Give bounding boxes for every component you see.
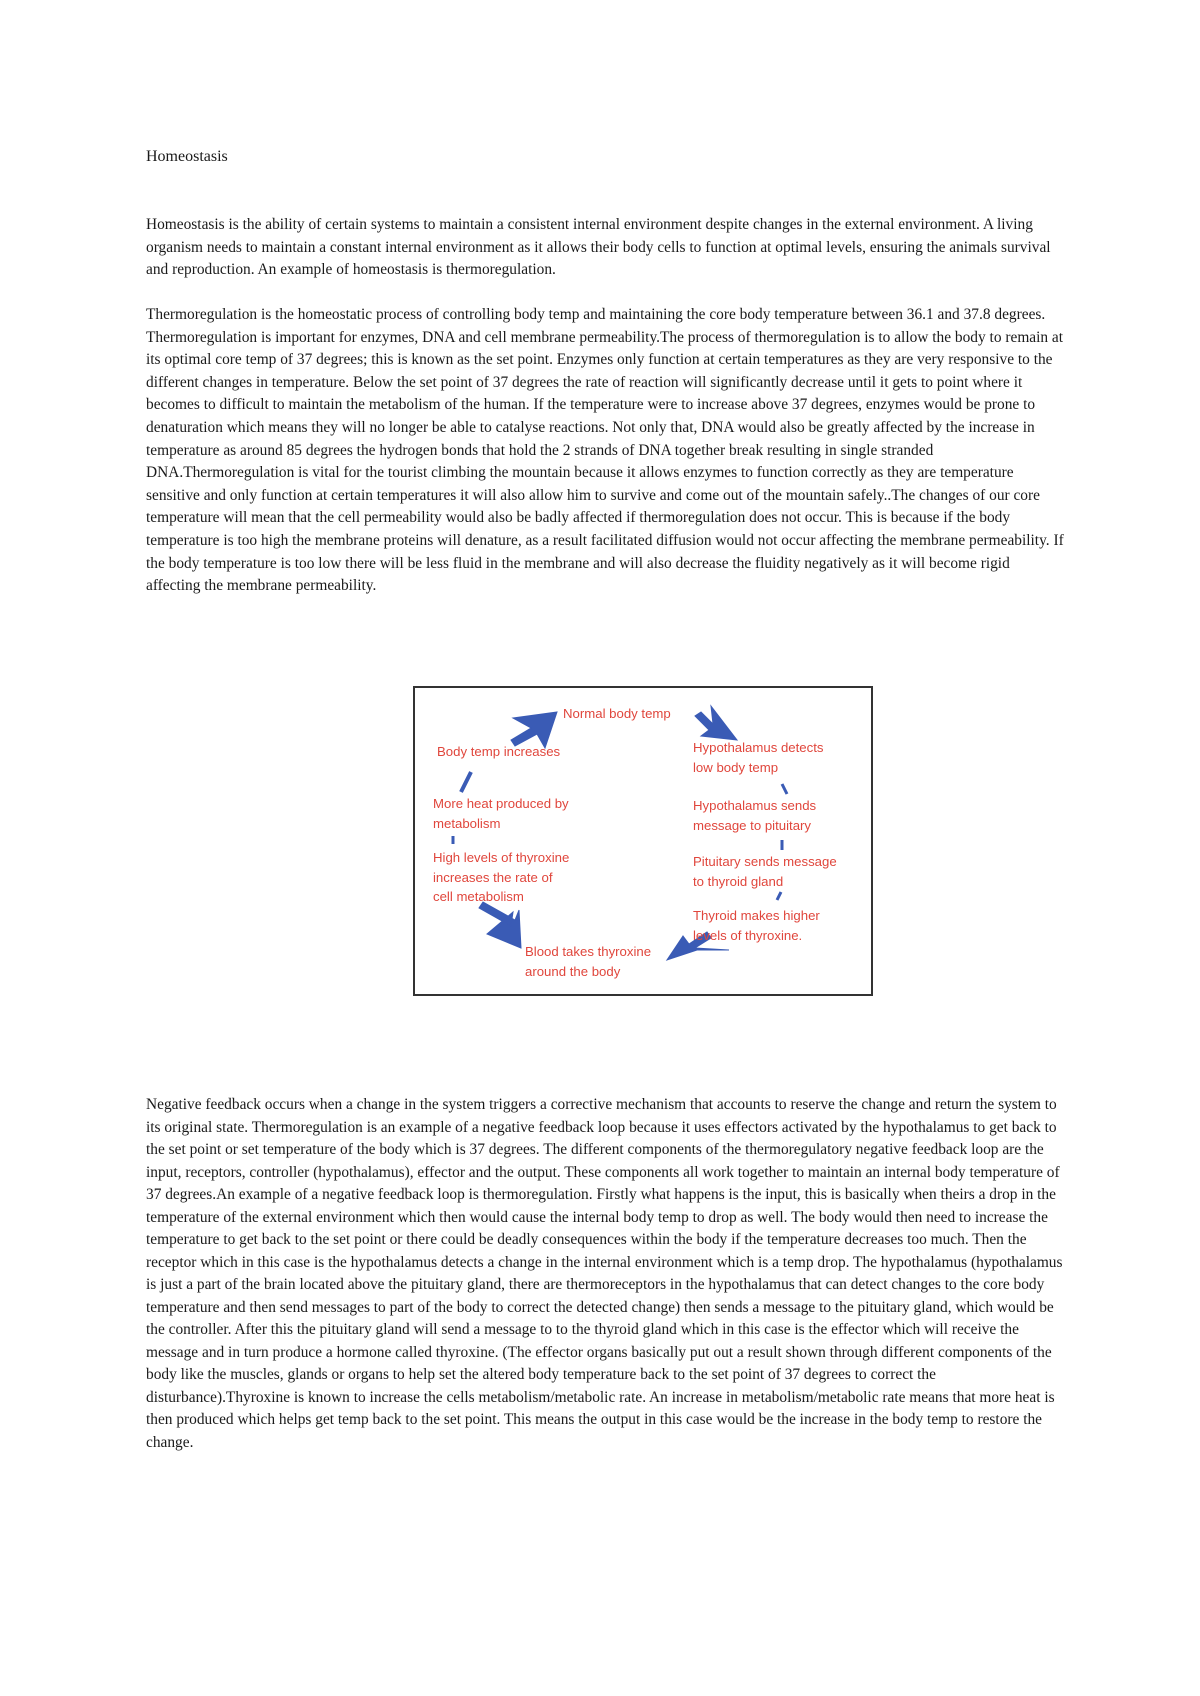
arrow-detects-to-sends — [782, 784, 787, 794]
negative-feedback-diagram — [413, 686, 873, 996]
label-line: low body temp — [693, 759, 779, 775]
label-line: around the body — [525, 963, 621, 979]
label-hypothalamus-sends — [693, 796, 816, 835]
label-line: metabolism — [433, 815, 501, 831]
label-line: Blood takes thyroxine — [525, 944, 652, 959]
label-normal-body-temp: Normal body temp — [563, 706, 671, 721]
label-line: cell metabolism — [433, 889, 524, 904]
arrow-blood-to-high — [479, 902, 521, 948]
label-line: Pituitary sends message — [693, 854, 837, 869]
document-title: Homeostasis — [146, 148, 228, 165]
label-more-heat — [433, 794, 569, 833]
label-line: message to pituitary — [693, 817, 812, 833]
label-line: Thyroid makes higher — [693, 908, 820, 923]
label-line: More heat produced by — [433, 796, 569, 811]
label-body-temp-increases: Body temp increases — [437, 744, 561, 759]
label-pituitary-sends — [693, 852, 837, 891]
label-line: Hypothalamus detects — [693, 740, 824, 755]
label-blood-takes-thyroxine — [525, 942, 651, 981]
label-line: High levels of thyroxine — [433, 850, 570, 865]
paragraph-negative-feedback: Negative feedback occurs when a change in the system triggers a corrective mechanism that accounts to reserve the change and return the system to its original state. Thermoregulation is an example of a negative feedback loop because it uses effectors activated by the hypothalamus to get back to the set point or set temperature of the body which is 37 degrees. The different components of the thermoregulatory negative feedback loop are the input, receptors, controller (hypothalamus), effector and the output. These components all work together to maintain an internal body temperature of 37 degrees.An example of a negative feedback loop is thermoregulation. Firstly what happens is the input, this is basically when theirs a drop in the temperature of the external environment which then would cause the internal body temp to drop as well. The body would then need to increase the temperature to get back to the set point or there could be deadly consequences within the body if the temperature decreases too much. Then the receptor which in this case is the hypothalamus detects a change in the internal environment which is a temp drop. The hypothalamus (hypothalamus is just a part of the brain located above the pituitary gland, there are thermoreceptors in the hypothalamus that can detect changes to the core body temperature and then send messages to part of the body to correct the detected change) then sends a message to the pituitary gland, which would be the controller. After this the pituitary gland will send a message to to the thyroid gland which in this case is the effector which will receive the message and in turn produce a hormone called thyroxine. (The effector organs basically put out a result shown through different components of the body like the muscles, glands or organs to help set the altered body temperature back to the set point of 37 degrees to correct the disturbance).Thyroxine is known to increase the cells metabolism/metabolic rate. An increase in metabolism/metabolic rate means that more heat is then produced which helps get temp back to the set point. This means the output in this case would be the increase in the body temp to restore the change. — [146, 1096, 1063, 1451]
arrow-from-normal — [695, 706, 737, 740]
label-line: levels of thyroxine. — [693, 927, 803, 943]
label-line: Hypothalamus sends — [693, 798, 817, 813]
label-thyroid-makes — [693, 906, 820, 945]
paragraph-thermoregulation: Thermoregulation is the homeostatic process of controlling body temp and maintaining the core body temperature between 36.1 and 37.8 degrees. Thermoregulation is important for enzymes, DNA and cell membrane permeability.The process of thermoregulation is to allow the body to remain at its optimal core temp of 37 degrees; this is known as the set point. Enzymes only function at certain temperatures as they are very responsive to the different changes in temperature. Below the set point of 37 degrees the rate of reaction will significantly decrease until it gets to point where it becomes to difficult to maintain the metabolism of the human. If the temperature were to increase above 37 degrees, enzymes would be prone to denaturation which means they will no longer be able to catalyse reactions. Not only that, DNA would also be greatly affected by the increase in temperature as around 85 degrees the hydrogen bonds that hold the 2 strands of DNA together break resulting in single stranded DNA.Thermoregulation is vital for the tourist climbing the mountain because it allows enzymes to function correctly as they are temperature sensitive and only function at certain temperatures it will also allow him to survive and come out of the mountain safely..The changes of our core temperature will mean that the cell permeability would also be badly affected if thermoregulation does not occur. This is because if the body temperature is too high the membrane proteins will denature, as a result facilitated diffusion would not occur affecting the membrane permeability. If the body temperature is too low there will be less fluid in the membrane and will also decrease the fluidity negatively as it will become rigid affecting the membrane permeability. — [146, 306, 1064, 595]
paragraph-homeostasis-definition: Homeostasis is the ability of certain systems to maintain a consistent internal environment despite changes in the external environment. A living organism needs to maintain a constant internal environment as it allows their body cells to function at optimal levels, ensuring the animals survival and reproduction. An example of homeostasis is thermoregulation. — [146, 216, 1051, 279]
label-high-thyroxine — [433, 848, 569, 907]
arrow-more-to-increase — [461, 772, 471, 792]
label-hypothalamus-detects — [693, 738, 823, 777]
arrow-pituitary-to-thyroid — [777, 892, 781, 900]
label-line: to thyroid gland — [693, 873, 784, 889]
label-line: increases the rate of — [433, 869, 553, 885]
